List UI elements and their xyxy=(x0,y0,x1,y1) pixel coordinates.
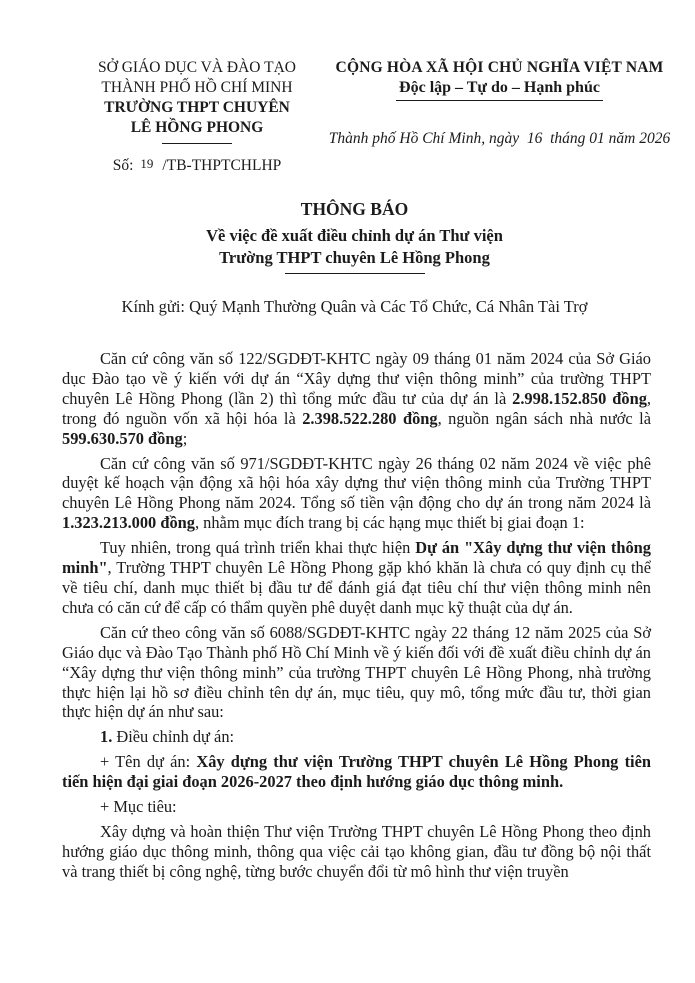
paragraph: Căn cứ công văn số 122/SGDĐT-KHTC ngày 09 tháng 01 năm 2024 của Sở Giáo dục Đào tạo về ý kiến với dự án “Xây dựng thư viện thông minh” của trường THPT chuyên Lê Hồng Phong (lần 2) thì tổng mức đầu tư của dự án là 2.998.152.850 đồng, trong đó nguồn vốn xã hội hóa là 2.398.522.280 đồng, nguồn ngân sách nhà nước là 599.630.570 đồng; xyxy=(62,349,651,448)
document-header xyxy=(0,58,695,176)
doc-number-label: Số: xyxy=(112,157,134,174)
title-block xyxy=(0,198,695,274)
org-line-3: TRƯỜNG THPT CHUYÊN xyxy=(104,99,290,116)
doc-number-line xyxy=(68,156,326,176)
place-date-line: Thành phố Hồ Chí Minh, ngày 16 tháng 01 năm 2026 xyxy=(328,130,671,147)
paragraph-objective-label: + Mục tiêu: xyxy=(100,797,177,817)
paragraph-project-name: + Tên dự án: Xây dựng thư viện Trường THPT chuyên Lê Hồng Phong tiên tiến hiện đại giai đoạn 2026-2027 theo định hướng giáo dục thông minh. xyxy=(62,752,651,792)
doc-number-value: 19 xyxy=(140,156,154,171)
salutation-line: Kính gửi: Quý Mạnh Thường Quân và Các Tổ Chức, Cá Nhân Tài Trợ xyxy=(121,297,588,316)
paragraph-section-heading: 1. Điều chỉnh dự án: xyxy=(100,727,235,747)
doc-number-suffix: /TB-THPTCHLHP xyxy=(162,157,282,174)
national-header-block xyxy=(326,58,673,149)
org-line-2: THÀNH PHỐ HỒ CHÍ MINH xyxy=(101,79,293,96)
national-title-line: CỘNG HÒA XÃ HỘI CHỦ NGHĨA VIỆT NAM xyxy=(335,59,664,76)
national-motto-line: Độc lập – Tự do – Hạnh phúc xyxy=(396,78,603,101)
paragraph: Xây dựng và hoàn thiện Thư viện Trường THPT chuyên Lê Hồng Phong theo định hướng giáo dục thông minh, thông qua việc cải tạo không gian, đầu tư đồng bộ nội thất và trang thiết bị công nghệ, từng bước chuyển đổi từ mô hình thư viện truyền xyxy=(62,821,651,881)
paragraph: Căn cứ công văn số 971/SGDĐT-KHTC ngày 26 tháng 02 năm 2024 về việc phê duyệt kế hoạch vận động xã hội hóa xây dựng thư viện thông minh của Trường THPT chuyên Lê Hồng Phong năm 2024. Tổng số tiền vận động cho dự án trong năm 2024 là 1.323.213.000 đồng, nhằm mục đích trang bị các hạng mục thiết bị giai đoạn 1: xyxy=(62,453,651,533)
issuing-org-block xyxy=(68,58,326,176)
doc-subject-line-1: Về việc đề xuất điều chỉnh dự án Thư viện xyxy=(206,226,503,245)
org-line-4: LÊ HỒNG PHONG xyxy=(130,119,264,136)
paragraph: Căn cứ theo công văn số 6088/SGDĐT-KHTC ngày 22 tháng 12 năm 2025 của Sở Giáo dục và Đào Tạo Thành phố Hồ Chí Minh về ý kiến đối với đề xuất điều chỉnh dự án “Xây dựng thư viện thông minh” của trường THPT chuyên Lê Hồng Phong, nhà trường thực hiện lại hồ sơ điều chỉnh tên dự án, mục tiêu, quy mô, tổng mức đầu tư, thời gian thực hiện dự án như sau: xyxy=(62,622,651,722)
org-line-1: SỞ GIÁO DỤC VÀ ĐÀO TẠO xyxy=(98,59,296,76)
org-separator-line xyxy=(162,143,232,144)
paragraph: Tuy nhiên, trong quá trình triển khai thực hiện Dự án "Xây dựng thư viện thông minh", Trường THPT chuyên Lê Hồng Phong gặp khó khăn là chưa có quy định cụ thể về tiêu chí, danh mục thiết bị đầu tư để đánh giá đạt tiêu chí thư viện thông minh nên chưa có căn cứ để cấp có thẩm quyền phê duyệt danh mục kỹ thuật của dự án. xyxy=(62,538,651,617)
document-body xyxy=(62,349,651,882)
doc-subject-line-2: Trường THPT chuyên Lê Hồng Phong xyxy=(219,247,490,267)
title-separator-line xyxy=(285,273,425,274)
doc-title: THÔNG BÁO xyxy=(300,199,409,219)
